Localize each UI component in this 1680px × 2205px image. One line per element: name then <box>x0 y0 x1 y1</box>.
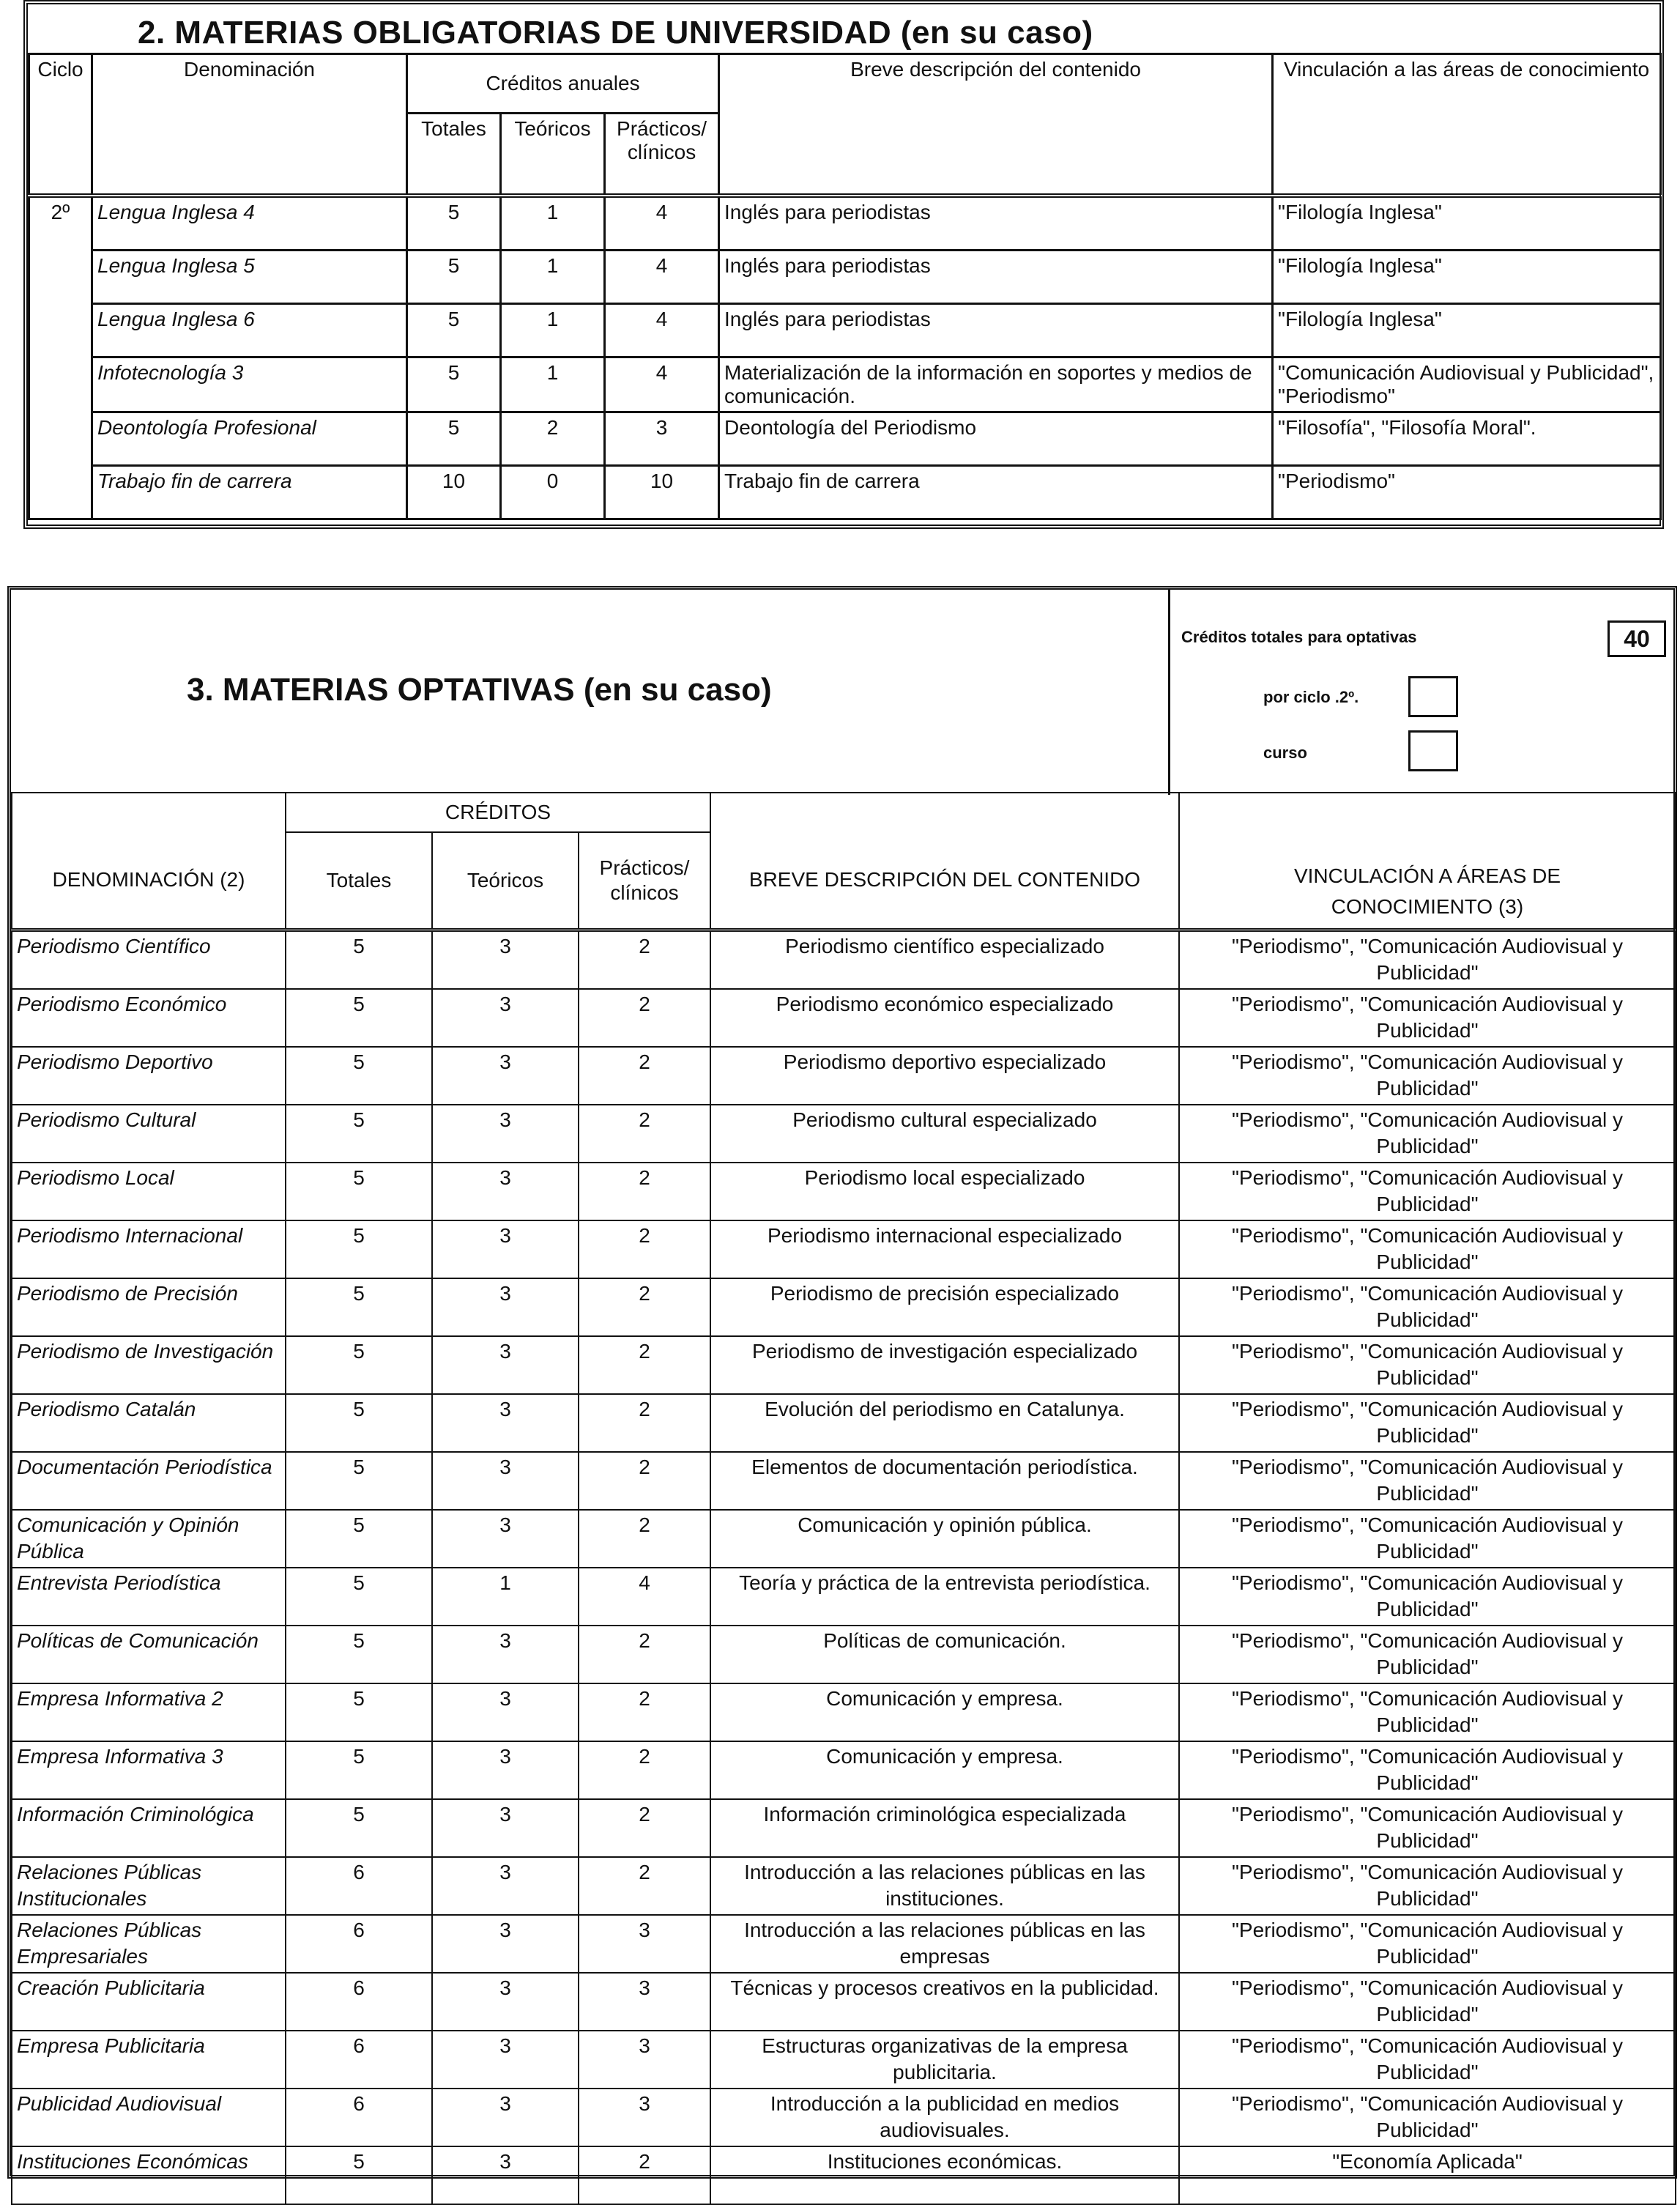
obligatorias-table <box>28 53 1662 520</box>
subject-area: "Periodismo", "Comunicación Audiovisual y Publicidad" <box>1179 1857 1676 1915</box>
credits-teoricos: 3 <box>432 1105 579 1163</box>
credits-teoricos: 3 <box>432 1973 579 2031</box>
section-2-title: 2. MATERIAS OBLIGATORIAS DE UNIVERSIDAD (en su caso) <box>138 15 1093 51</box>
subject-area: "Periodismo", "Comunicación Audiovisual y Publicidad" <box>1179 2089 1676 2146</box>
credits-totales: 6 <box>286 1915 432 1973</box>
credits-practicos: 3 <box>579 1973 710 2031</box>
subject-area: "Periodismo", "Comunicación Audiovisual y Publicidad" <box>1179 1278 1676 1336</box>
subject-description: Políticas de comunicación. <box>710 1626 1179 1683</box>
optativas-table <box>11 792 1676 2205</box>
credits-practicos: 4 <box>605 357 719 412</box>
subject-name: Trabajo fin de carrera <box>92 466 407 519</box>
subject-description: Elementos de documentación periodística. <box>710 1452 1179 1510</box>
header-totales: Totales <box>407 114 501 196</box>
credits-totales: 5 <box>407 251 501 304</box>
credits-totales: 6 <box>286 1973 432 2031</box>
credits-practicos: 2 <box>579 1452 710 1510</box>
table-row <box>12 1799 1676 1857</box>
subject-description: Instituciones económicas. <box>710 2146 1179 2204</box>
table-row <box>12 2089 1676 2146</box>
subject-name: Periodismo de Investigación <box>12 1336 286 1394</box>
subject-area: "Periodismo", "Comunicación Audiovisual y Publicidad" <box>1179 989 1676 1047</box>
subject-description: Introducción a la publicidad en medios audiovisuales. <box>710 2089 1179 2146</box>
subject-area: "Periodismo", "Comunicación Audiovisual y Publicidad" <box>1179 1915 1676 1973</box>
subject-name: Periodismo Científico <box>12 930 286 990</box>
credits-teoricos: 3 <box>432 1336 579 1394</box>
header-practicos: Prácticos/ clínicos <box>605 114 719 196</box>
credits-totales: 5 <box>286 1220 432 1278</box>
header-descripcion: BREVE DESCRIPCIÓN DEL CONTENIDO <box>710 793 1179 930</box>
credits-practicos: 2 <box>579 1047 710 1105</box>
table-row <box>29 466 1661 519</box>
credits-practicos: 2 <box>579 1857 710 1915</box>
header-ciclo: Ciclo <box>29 54 92 196</box>
credits-teoricos: 3 <box>432 1510 579 1568</box>
credits-totales: 5 <box>286 1163 432 1220</box>
subject-area: "Periodismo", "Comunicación Audiovisual y Publicidad" <box>1179 930 1676 990</box>
credits-practicos: 2 <box>579 1626 710 1683</box>
table-row <box>12 1683 1676 1741</box>
subject-area: "Periodismo", "Comunicación Audiovisual y Publicidad" <box>1179 1799 1676 1857</box>
subject-name: Periodismo Catalán <box>12 1394 286 1452</box>
creditos-totales-value: 40 <box>1607 620 1666 657</box>
header-totales: Totales <box>286 832 432 930</box>
subject-area: "Periodismo", "Comunicación Audiovisual y Publicidad" <box>1179 1394 1676 1452</box>
subject-description: Inglés para periodistas <box>719 251 1273 304</box>
credits-teoricos: 3 <box>432 2031 579 2089</box>
credits-practicos: 2 <box>579 930 710 990</box>
table-row <box>12 1163 1676 1220</box>
table-row <box>12 1857 1676 1915</box>
por-ciclo-label: por ciclo .2º. <box>1263 688 1359 706</box>
subject-description: Inglés para periodistas <box>719 304 1273 357</box>
table-row <box>29 304 1661 357</box>
subject-area: "Filología Inglesa" <box>1273 251 1661 304</box>
table-row <box>12 2146 1676 2204</box>
subject-area: "Periodismo", "Comunicación Audiovisual y Publicidad" <box>1179 1105 1676 1163</box>
subject-name: Deontología Profesional <box>92 412 407 466</box>
subject-name: Relaciones Públicas Institucionales <box>12 1857 286 1915</box>
credits-teoricos: 3 <box>432 1452 579 1510</box>
subject-description: Información criminológica especializada <box>710 1799 1179 1857</box>
credits-practicos: 2 <box>579 1510 710 1568</box>
credits-totales: 5 <box>286 989 432 1047</box>
subject-area: "Periodismo", "Comunicación Audiovisual y Publicidad" <box>1179 1510 1676 1568</box>
credits-practicos: 2 <box>579 2146 710 2204</box>
subject-description: Periodismo de precisión especializado <box>710 1278 1179 1336</box>
creditos-totales-label: Créditos totales para optativas <box>1181 628 1417 646</box>
subject-area: "Periodismo", "Comunicación Audiovisual y Publicidad" <box>1179 1683 1676 1741</box>
subject-description: Estructuras organizativas de la empresa publicitaria. <box>710 2031 1179 2089</box>
credits-practicos: 2 <box>579 1394 710 1452</box>
subject-name: Empresa Publicitaria <box>12 2031 286 2089</box>
header-denominacion: Denominación <box>92 54 407 196</box>
subject-name: Infotecnología 3 <box>92 357 407 412</box>
credits-totales: 5 <box>286 1741 432 1799</box>
subject-description: Deontología del Periodismo <box>719 412 1273 466</box>
header-divider <box>1168 590 1170 795</box>
table-row <box>12 1336 1676 1394</box>
credits-teoricos: 3 <box>432 989 579 1047</box>
subject-name: Entrevista Periodística <box>12 1568 286 1626</box>
credits-teoricos: 3 <box>432 930 579 990</box>
header-vinculacion: Vinculación a las áreas de conocimiento <box>1273 54 1661 196</box>
credits-practicos: 3 <box>579 1915 710 1973</box>
credits-practicos: 2 <box>579 1105 710 1163</box>
credits-totales: 5 <box>407 196 501 251</box>
credits-teoricos: 3 <box>432 1626 579 1683</box>
credits-totales: 5 <box>286 1510 432 1568</box>
header-practicos: Prácticos/ clínicos <box>579 832 710 930</box>
credits-teoricos: 1 <box>501 357 605 412</box>
credits-totales: 5 <box>286 1626 432 1683</box>
subject-name: Empresa Informativa 2 <box>12 1683 286 1741</box>
table-row <box>12 1047 1676 1105</box>
subject-name: Lengua Inglesa 6 <box>92 304 407 357</box>
subject-name: Periodismo Cultural <box>12 1105 286 1163</box>
subject-name: Lengua Inglesa 5 <box>92 251 407 304</box>
subject-description: Trabajo fin de carrera <box>719 466 1273 519</box>
credits-teoricos: 3 <box>432 1683 579 1741</box>
section-3-title: 3. MATERIAS OPTATIVAS (en su caso) <box>187 672 772 708</box>
subject-area: "Periodismo" <box>1273 466 1661 519</box>
subject-area: "Comunicación Audiovisual y Publicidad", "Periodismo" <box>1273 357 1661 412</box>
subject-description: Teoría y práctica de la entrevista periodística. <box>710 1568 1179 1626</box>
credits-totales: 6 <box>286 2089 432 2146</box>
subject-area: "Periodismo", "Comunicación Audiovisual y Publicidad" <box>1179 1568 1676 1626</box>
subject-area: "Filología Inglesa" <box>1273 304 1661 357</box>
subject-area: "Filosofía", "Filosofía Moral". <box>1273 412 1661 466</box>
subject-name: Creación Publicitaria <box>12 1973 286 2031</box>
credits-teoricos: 3 <box>432 1857 579 1915</box>
header-descripcion: Breve descripción del contenido <box>719 54 1273 196</box>
credits-totales: 6 <box>286 2031 432 2089</box>
table-row <box>29 412 1661 466</box>
credits-totales: 6 <box>286 1857 432 1915</box>
credits-practicos: 2 <box>579 1336 710 1394</box>
credits-teoricos: 3 <box>432 1394 579 1452</box>
credits-totales: 5 <box>286 930 432 990</box>
header-teoricos: Teóricos <box>501 114 605 196</box>
credits-practicos: 3 <box>605 412 719 466</box>
subject-area: "Filología Inglesa" <box>1273 196 1661 251</box>
section-optativas <box>7 586 1677 2179</box>
subject-name: Publicidad Audiovisual <box>12 2089 286 2146</box>
credits-practicos: 2 <box>579 1799 710 1857</box>
subject-description: Comunicación y opinión pública. <box>710 1510 1179 1568</box>
table-row <box>12 1973 1676 2031</box>
credits-teoricos: 3 <box>432 1278 579 1336</box>
table-row <box>12 1915 1676 1973</box>
subject-description: Periodismo deportivo especializado <box>710 1047 1179 1105</box>
credits-practicos: 2 <box>579 1163 710 1220</box>
subject-area: "Periodismo", "Comunicación Audiovisual y Publicidad" <box>1179 1626 1676 1683</box>
curso-label: curso <box>1263 744 1307 762</box>
subject-name: Periodismo de Precisión <box>12 1278 286 1336</box>
subject-description: Inglés para periodistas <box>719 196 1273 251</box>
credits-totales: 5 <box>407 357 501 412</box>
por-ciclo-field[interactable] <box>1408 676 1458 717</box>
credits-practicos: 2 <box>579 1220 710 1278</box>
credits-totales: 5 <box>286 1105 432 1163</box>
table-row <box>29 196 1661 251</box>
credits-teoricos: 3 <box>432 2089 579 2146</box>
subject-name: Empresa Informativa 3 <box>12 1741 286 1799</box>
credits-practicos: 4 <box>605 304 719 357</box>
subject-description: Comunicación y empresa. <box>710 1741 1179 1799</box>
table-row <box>12 2031 1676 2089</box>
subject-area: "Periodismo", "Comunicación Audiovisual y Publicidad" <box>1179 1336 1676 1394</box>
table-row <box>12 1394 1676 1452</box>
subject-name: Relaciones Públicas Empresariales <box>12 1915 286 1973</box>
table-row <box>12 1626 1676 1683</box>
subject-description: Introducción a las relaciones públicas en las empresas <box>710 1915 1179 1973</box>
subject-area: "Periodismo", "Comunicación Audiovisual y Publicidad" <box>1179 1163 1676 1220</box>
credits-teoricos: 0 <box>501 466 605 519</box>
subject-description: Periodismo de investigación especializado <box>710 1336 1179 1394</box>
table-row <box>12 1220 1676 1278</box>
subject-name: Periodismo Internacional <box>12 1220 286 1278</box>
credits-totales: 5 <box>286 1452 432 1510</box>
credits-teoricos: 2 <box>501 412 605 466</box>
subject-name: Instituciones Económicas <box>12 2146 286 2204</box>
credits-totales: 5 <box>286 1799 432 1857</box>
credits-teoricos: 1 <box>432 1568 579 1626</box>
header-creditos-anuales: Créditos anuales <box>407 54 719 114</box>
credits-teoricos: 1 <box>501 304 605 357</box>
subject-area: "Periodismo", "Comunicación Audiovisual y Publicidad" <box>1179 1452 1676 1510</box>
subject-name: Lengua Inglesa 4 <box>92 196 407 251</box>
credits-practicos: 2 <box>579 1741 710 1799</box>
credits-teoricos: 3 <box>432 1163 579 1220</box>
credits-teoricos: 3 <box>432 1741 579 1799</box>
subject-name: Documentación Periodística <box>12 1452 286 1510</box>
subject-description: Periodismo cultural especializado <box>710 1105 1179 1163</box>
table-row <box>12 1278 1676 1336</box>
ciclo-cell: 2º <box>29 196 92 519</box>
credits-totales: 5 <box>407 412 501 466</box>
subject-area: "Periodismo", "Comunicación Audiovisual y Publicidad" <box>1179 1047 1676 1105</box>
credits-totales: 5 <box>286 1568 432 1626</box>
subject-name: Periodismo Económico <box>12 989 286 1047</box>
credits-practicos: 2 <box>579 989 710 1047</box>
subject-description: Comunicación y empresa. <box>710 1683 1179 1741</box>
table-row <box>12 989 1676 1047</box>
header-denominacion: DENOMINACIÓN (2) <box>12 793 286 930</box>
subject-description: Evolución del periodismo en Catalunya. <box>710 1394 1179 1452</box>
subject-description: Introducción a las relaciones públicas en las instituciones. <box>710 1857 1179 1915</box>
subject-description: Periodismo económico especializado <box>710 989 1179 1047</box>
table-row <box>12 1568 1676 1626</box>
subject-name: Periodismo Deportivo <box>12 1047 286 1105</box>
subject-description: Técnicas y procesos creativos en la publicidad. <box>710 1973 1179 2031</box>
credits-teoricos: 3 <box>432 1915 579 1973</box>
subject-area: "Periodismo", "Comunicación Audiovisual y Publicidad" <box>1179 1220 1676 1278</box>
table-row <box>12 1105 1676 1163</box>
subject-name: Comunicación y Opinión Pública <box>12 1510 286 1568</box>
subject-description: Materialización de la información en soportes y medios de comunicación. <box>719 357 1273 412</box>
credits-totales: 5 <box>286 1047 432 1105</box>
credits-totales: 10 <box>407 466 501 519</box>
subject-area: "Periodismo", "Comunicación Audiovisual y Publicidad" <box>1179 1741 1676 1799</box>
header-vinculacion: VINCULACIÓN A ÁREAS DE CONOCIMIENTO (3) <box>1179 793 1676 930</box>
credits-practicos: 2 <box>579 1278 710 1336</box>
header-creditos: CRÉDITOS <box>286 793 710 832</box>
subject-area: "Periodismo", "Comunicación Audiovisual y Publicidad" <box>1179 1973 1676 2031</box>
curso-field[interactable] <box>1408 730 1458 771</box>
table-row <box>12 930 1676 990</box>
credits-totales: 5 <box>407 304 501 357</box>
credits-teoricos: 3 <box>432 1799 579 1857</box>
credits-teoricos: 1 <box>501 196 605 251</box>
table-row <box>12 1741 1676 1799</box>
subject-description: Periodismo local especializado <box>710 1163 1179 1220</box>
table-row <box>12 1452 1676 1510</box>
subject-area: "Economía Aplicada" <box>1179 2146 1676 2204</box>
subject-name: Periodismo Local <box>12 1163 286 1220</box>
header-teoricos: Teóricos <box>432 832 579 930</box>
credits-practicos: 3 <box>579 2031 710 2089</box>
table-row <box>29 357 1661 412</box>
credits-practicos: 4 <box>605 196 719 251</box>
credits-practicos: 2 <box>579 1683 710 1741</box>
credits-practicos: 4 <box>579 1568 710 1626</box>
credits-totales: 5 <box>286 2146 432 2204</box>
credits-totales: 5 <box>286 1278 432 1336</box>
subject-description: Periodismo científico especializado <box>710 930 1179 990</box>
subject-area: "Periodismo", "Comunicación Audiovisual y Publicidad" <box>1179 2031 1676 2089</box>
credits-practicos: 3 <box>579 2089 710 2146</box>
section-obligatorias <box>23 0 1664 529</box>
credits-teoricos: 3 <box>432 1220 579 1278</box>
table-row <box>29 251 1661 304</box>
credits-teoricos: 1 <box>501 251 605 304</box>
optativas-header-block <box>11 590 1673 795</box>
credits-teoricos: 3 <box>432 1047 579 1105</box>
subject-name: Políticas de Comunicación <box>12 1626 286 1683</box>
table-row <box>12 1510 1676 1568</box>
credits-totales: 5 <box>286 1336 432 1394</box>
credits-practicos: 4 <box>605 251 719 304</box>
subject-description: Periodismo internacional especializado <box>710 1220 1179 1278</box>
credits-totales: 5 <box>286 1394 432 1452</box>
credits-totales: 5 <box>286 1683 432 1741</box>
credits-practicos: 10 <box>605 466 719 519</box>
credits-teoricos: 3 <box>432 2146 579 2204</box>
subject-name: Información Criminológica <box>12 1799 286 1857</box>
